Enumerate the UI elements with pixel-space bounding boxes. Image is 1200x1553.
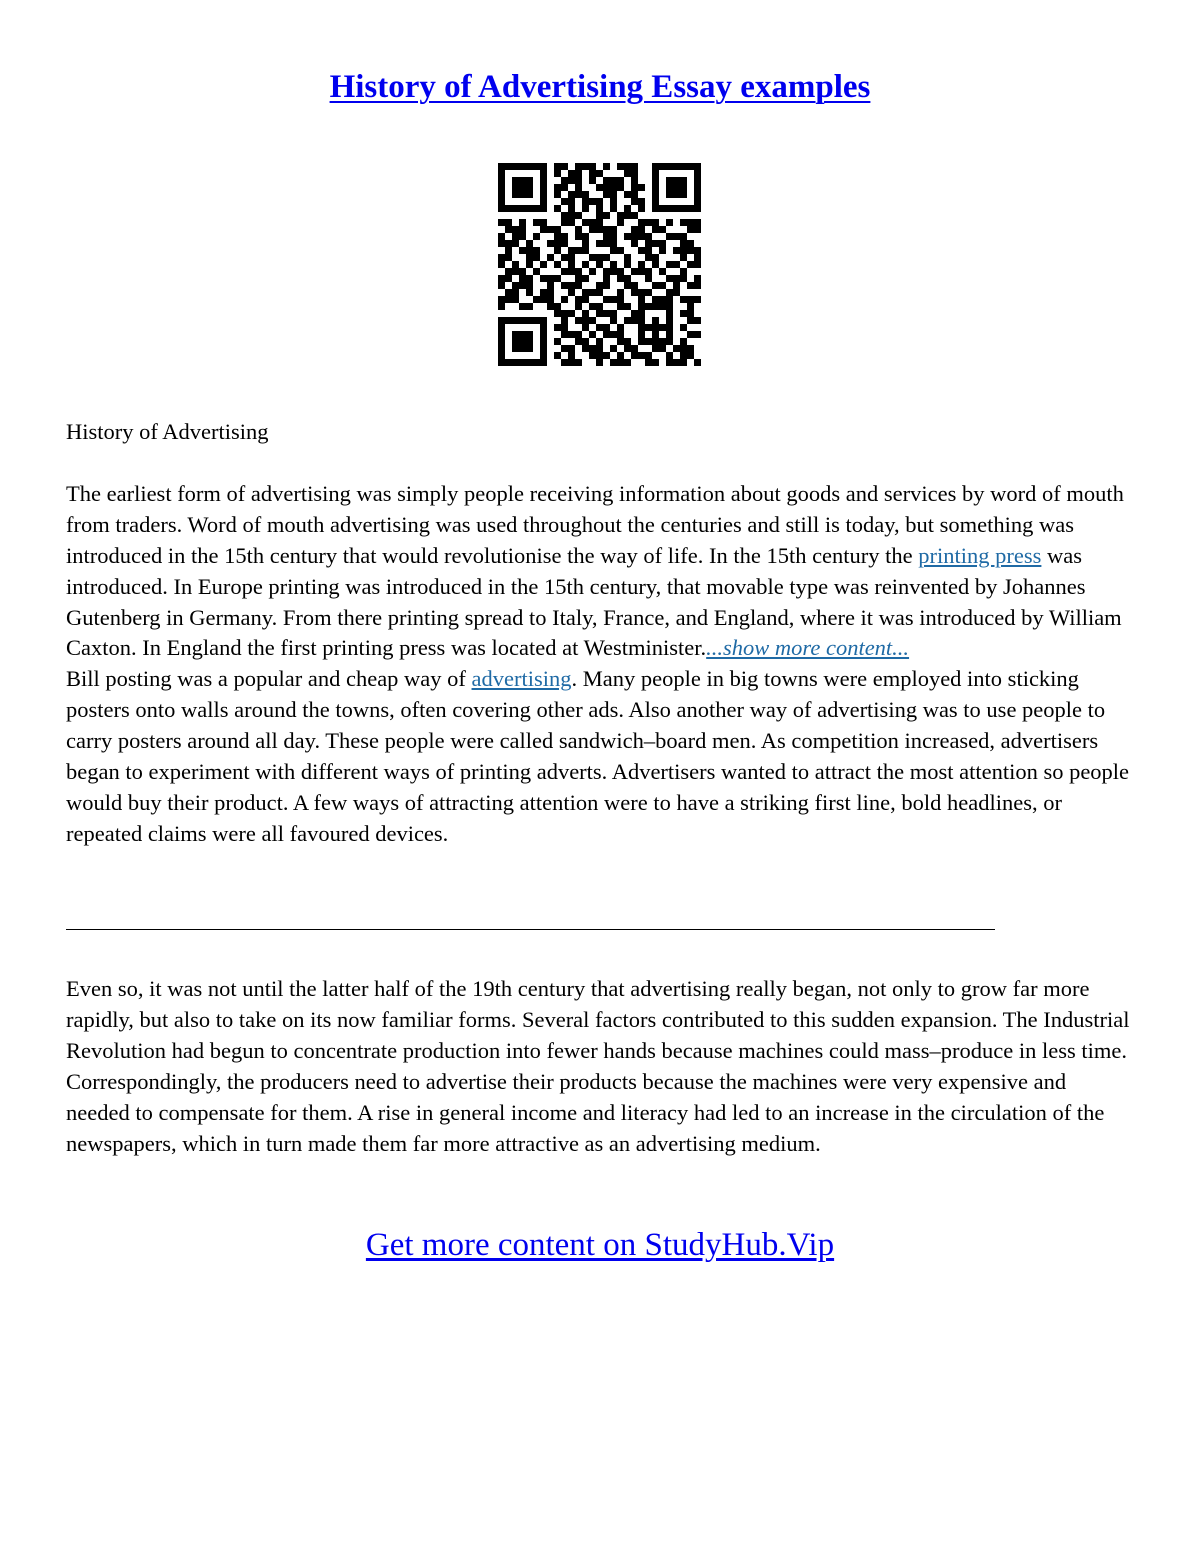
essay-paragraph-3: Even so, it was not until the latter half of the 19th century that advertising really began, not only to grow far more rapidly, but also to take on its now familiar forms. Several factors contributed to this sudden expansion. The Industrial Revolution had begun to concentrate production into fewer hands because machines could mass–produce in less time. Correspondingly, the producers need to advertise their products because the machines were very expensive and needed to compensate for them. A rise in general income and literacy had led to an increase in the circulation of the newspapers, which in turn made them far more attractive as an advertising medium. xyxy=(66,976,1130,1156)
paragraph-1-text-b: was introduced. In Europe printing was introduced in the 15th century, that movable type was reinvented by Johannes Gutenberg in Germany. From there printing spread to Italy, France, and England, where it was introduced by William Caxton. In England the first printing press was located at Westminister. xyxy=(66,542,1122,661)
paragraph-2-text-b: . Many people in big towns were employed into sticking posters onto walls around the towns, often covering other ads. Also another way of advertising was to use people to carry posters around all day. These people were called sandwich–board men. As competition increased, advertisers began to experiment with different ways of printing adverts. Advertisers wanted to attract the most attention so people would buy their product. A few ways of attracting attention were to have a striking first line, bold headlines, or repeated claims were all favoured devices. xyxy=(66,666,1130,846)
paragraph-1-text-a: The earliest form of advertising was simply people receiving information about goods and services by word of mouth from traders. Word of mouth advertising was used throughout the centuries and still is today, but something was introduced in the 15th century that would revolutionise the way of life. In the 15th century the xyxy=(66,480,1124,568)
document-title xyxy=(0,64,1200,110)
paragraph-2-text-a: Bill posting was a popular and cheap way of xyxy=(66,666,472,692)
cta-footer xyxy=(0,1222,1200,1268)
get-more-content-link[interactable]: Get more content on StudyHub.Vip xyxy=(365,1227,835,1263)
essay-body-continued xyxy=(66,974,1134,1159)
essay-heading: History of Advertising xyxy=(66,419,269,444)
essay-paragraph-1 xyxy=(66,479,1134,664)
printing-press-link[interactable]: printing press xyxy=(918,542,1042,568)
essay-paragraph-2 xyxy=(66,664,1134,849)
show-more-content-link[interactable]: ...show more content... xyxy=(706,635,910,661)
advertising-link[interactable]: advertising xyxy=(471,666,572,692)
qr-code-icon xyxy=(498,163,701,366)
section-divider xyxy=(66,929,995,930)
title-link[interactable]: History of Advertising Essay examples xyxy=(329,69,871,105)
essay-body xyxy=(66,417,1134,850)
